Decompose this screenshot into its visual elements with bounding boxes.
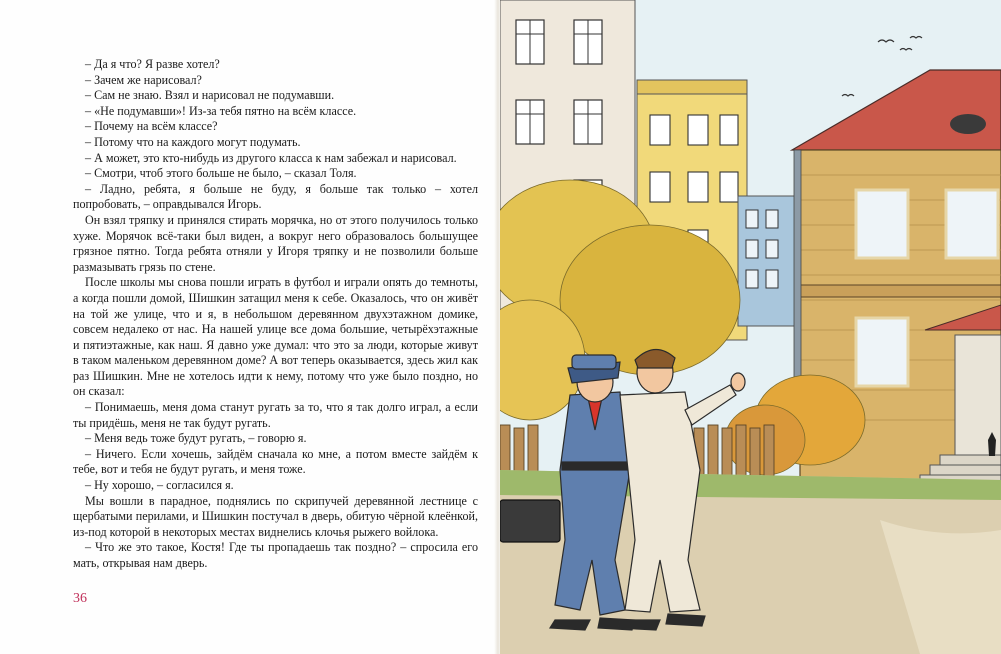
paragraph: – Меня ведь тоже будут ругать, – говорю я. <box>85 431 307 446</box>
paragraph: Он взял тряпку и принялся стирать морячка, но от этого получилось только хуже. Морячок всё-таки был виден, а вокруг него образовалось большущее грязное пятно. Тогда ребята отняли у Игоря тряпку и не позволили больше размазывать грязь по стене. <box>73 212 478 274</box>
briefcase <box>500 500 560 542</box>
paragraph: – «Не подумавши»! Из-за тебя пятно на всём классе. <box>85 103 357 118</box>
story-text <box>73 57 478 572</box>
paragraph: – Сам не знаю. Взял и нарисовал не подумавши. <box>85 88 335 103</box>
paragraph: – Почему на всём классе? <box>85 119 218 134</box>
left-page <box>0 0 500 654</box>
blue-building <box>738 196 798 326</box>
paragraph: – Смотри, чтоб этого больше не было, – сказал Толя. <box>85 166 357 181</box>
paragraph: – Потому что на каждого могут подумать. <box>85 134 301 149</box>
paragraph: – Понимаешь, меня дома станут ругать за то, что я так долго играл, а если ты придёшь, меня не так будут ругать. <box>73 400 478 430</box>
paragraph: Мы вошли в парадное, поднялись по скрипучей деревянной лестнице с щербатыми перилами, и Шишкин постучал в дверь, обитую чёрной клеёнкой, из-под которой в некоторых местах виднелись клочья рыжего войлока. <box>73 493 478 539</box>
paragraph: – Ладно, ребята, я больше не буду, я больше так только – хотел попробовать, – оправдывался Игорь. <box>73 181 478 212</box>
paragraph: – Ничего. Если хочешь, зайдём сначала ко мне, а потом вместе зайдём к тебе, вот и тебя не будут ругать, и меня тоже. <box>73 446 478 477</box>
page-number: 36 <box>73 591 87 606</box>
paragraph: – Ну хорошо, – согласился я. <box>85 478 234 493</box>
paragraph: После школы мы снова пошли играть в футбол и играли опять до темноты, а когда пошли домой, Шишкин затащил меня к себе. Оказалось, что он живёт на той же улице, что и я, в небольшом деревянном двухэтажном домике, совсем недалеко от нас. На нашей улице все дома большие, четырёхэтажные и пятиэтажные, как наш. Я давно уже думал: что это за люди, которые живут в таком маленьком деревянном доме? А вот теперь оказывается, здесь жил как раз Шишкин. Мне не хотелось идти к нему, потому что уже было поздно, но он сказал: <box>73 275 478 399</box>
paragraph: – Что же это такое, Костя! Где ты пропадаешь так поздно? – спросила его мать, открывая нам дверь. <box>73 540 478 570</box>
illustration <box>500 0 1001 654</box>
paragraph: – А может, это кто-нибудь из другого класса к нам забежал и нарисовал. <box>85 150 457 165</box>
paragraph: – Да я что? Я разве хотел? <box>85 57 220 71</box>
paragraph: – Зачем же нарисовал? <box>85 72 202 87</box>
